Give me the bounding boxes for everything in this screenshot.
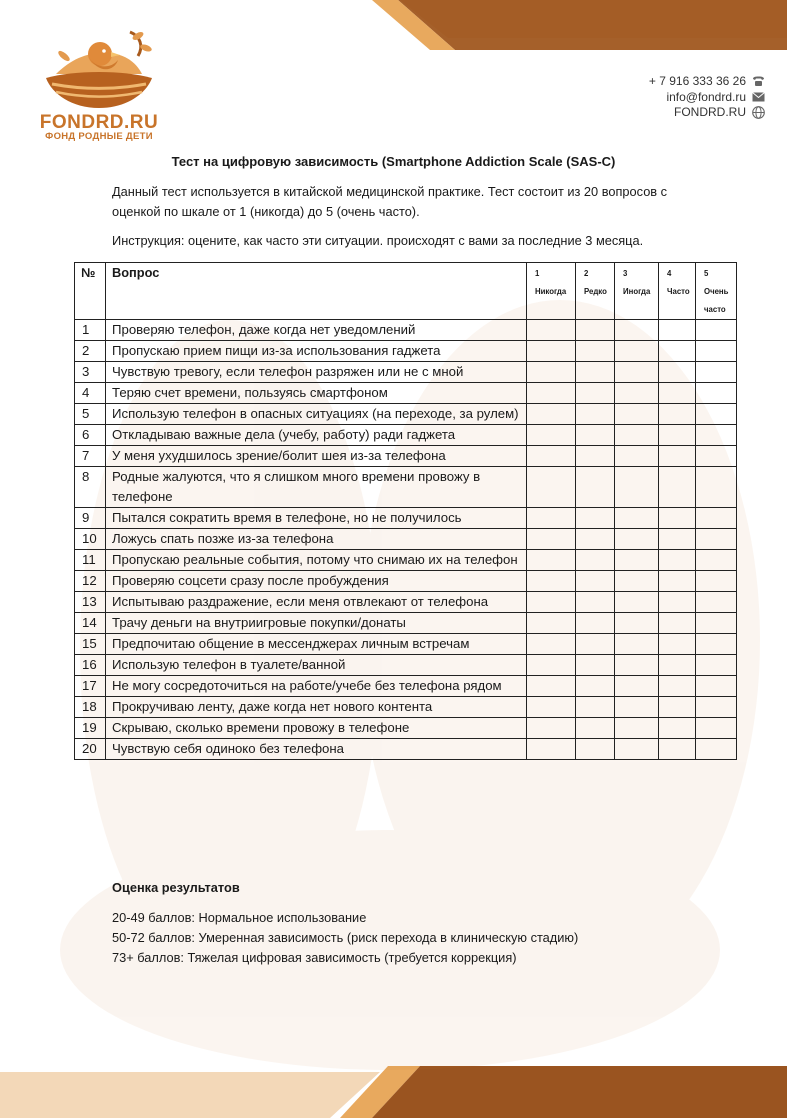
answer-cell-5[interactable] — [696, 634, 737, 655]
answer-cell-4[interactable] — [659, 425, 696, 446]
answer-cell-2[interactable] — [576, 697, 615, 718]
top-band-stripe — [372, 0, 455, 50]
answer-cell-1[interactable] — [527, 550, 576, 571]
answer-cell-4[interactable] — [659, 467, 696, 508]
answer-cell-1[interactable] — [527, 676, 576, 697]
answer-cell-2[interactable] — [576, 446, 615, 467]
table-row — [75, 341, 737, 362]
top-band-dark — [398, 0, 787, 50]
row-number: 19 — [75, 718, 106, 739]
answer-cell-4[interactable] — [659, 362, 696, 383]
row-question: Трачу деньги на внутриигровые покупки/донаты — [106, 613, 527, 634]
bottom-band-stripe — [340, 1066, 420, 1118]
contact-site-text[interactable]: FONDRD.RU — [674, 105, 746, 119]
answer-cell-3[interactable] — [615, 634, 659, 655]
scale-value: 1 — [535, 269, 540, 278]
answer-cell-2[interactable] — [576, 425, 615, 446]
brand-tagline: ФОНД РОДНЫЕ ДЕТИ — [45, 131, 153, 142]
row-question: Откладываю важные дела (учебу, работу) ради гаджета — [106, 425, 527, 446]
answer-cell-2[interactable] — [576, 718, 615, 739]
answer-cell-1[interactable] — [527, 320, 576, 341]
answer-cell-3[interactable] — [615, 341, 659, 362]
answer-cell-3[interactable] — [615, 676, 659, 697]
scale-value: 3 — [623, 269, 628, 278]
answer-cell-3[interactable] — [615, 571, 659, 592]
table-row — [75, 404, 737, 425]
answer-cell-2[interactable] — [576, 739, 615, 760]
answer-cell-3[interactable] — [615, 362, 659, 383]
scale-label: Иногда — [623, 287, 651, 296]
scale-label: Никогда — [535, 287, 567, 296]
answer-cell-3[interactable] — [615, 383, 659, 404]
row-number: 8 — [75, 467, 106, 508]
answer-cell-2[interactable] — [576, 676, 615, 697]
table-row — [75, 676, 737, 697]
answer-cell-2[interactable] — [576, 655, 615, 676]
table-row — [75, 634, 737, 655]
contacts-block — [649, 74, 765, 121]
answer-cell-4[interactable] — [659, 676, 696, 697]
scale-value: 2 — [584, 269, 589, 278]
answer-cell-4[interactable] — [659, 320, 696, 341]
table-row — [75, 739, 737, 760]
answer-cell-4[interactable] — [659, 697, 696, 718]
table-header-row — [75, 263, 737, 320]
table-row — [75, 508, 737, 529]
row-question: Использую телефон в туалете/ванной — [106, 655, 527, 676]
table-row — [75, 529, 737, 550]
scale-label: Очень часто — [704, 287, 729, 314]
row-number: 2 — [75, 341, 106, 362]
answer-cell-3[interactable] — [615, 404, 659, 425]
answer-cell-5[interactable] — [696, 341, 737, 362]
row-question: Чувствую себя одиноко без телефона — [106, 739, 527, 760]
answer-cell-5[interactable] — [696, 571, 737, 592]
answer-cell-1[interactable] — [527, 739, 576, 760]
answer-cell-1[interactable] — [527, 529, 576, 550]
row-number: 10 — [75, 529, 106, 550]
bottom-band-dark — [372, 1066, 787, 1118]
row-number: 9 — [75, 508, 106, 529]
row-number: 18 — [75, 697, 106, 718]
row-question: Пропускаю прием пищи из-за использования гаджета — [106, 341, 527, 362]
table-row — [75, 446, 737, 467]
row-number: 11 — [75, 550, 106, 571]
contact-email-text[interactable]: info@fondrd.ru — [666, 89, 746, 104]
answer-cell-5[interactable] — [696, 697, 737, 718]
row-question: Ложусь спать позже из-за телефона — [106, 529, 527, 550]
row-number: 16 — [75, 655, 106, 676]
answer-cell-4[interactable] — [659, 529, 696, 550]
header-number: № — [75, 263, 106, 320]
mail-icon — [752, 92, 765, 102]
answer-cell-2[interactable] — [576, 404, 615, 425]
bird-nest-icon — [34, 26, 164, 112]
table-row — [75, 362, 737, 383]
answer-cell-1[interactable] — [527, 571, 576, 592]
header-question: Вопрос — [106, 263, 527, 320]
answer-cell-2[interactable] — [576, 508, 615, 529]
contact-phone — [649, 74, 765, 90]
row-question: Пропускаю реальные события, потому что снимаю их на телефон — [106, 550, 527, 571]
answer-cell-2[interactable] — [576, 362, 615, 383]
row-number: 6 — [75, 425, 106, 446]
scale-label: Часто — [667, 287, 690, 296]
scale-value: 5 — [704, 269, 709, 278]
survey-table — [74, 262, 737, 760]
answer-cell-1[interactable] — [527, 341, 576, 362]
table-row — [75, 467, 737, 508]
answer-cell-1[interactable] — [527, 508, 576, 529]
answer-cell-5[interactable] — [696, 550, 737, 571]
row-number: 7 — [75, 446, 106, 467]
survey-rows — [75, 320, 737, 760]
contact-email — [649, 90, 765, 106]
answer-cell-3[interactable] — [615, 508, 659, 529]
answer-cell-5[interactable] — [696, 467, 737, 508]
row-question: Родные жалуются, что я слишком много времени провожу в телефоне — [106, 467, 527, 508]
table-row — [75, 571, 737, 592]
answer-cell-4[interactable] — [659, 550, 696, 571]
answer-cell-4[interactable] — [659, 655, 696, 676]
contact-site — [649, 105, 765, 121]
brand-logo — [34, 26, 164, 144]
answer-cell-5[interactable] — [696, 404, 737, 425]
header-scale-2 — [576, 263, 615, 320]
scale-value: 4 — [667, 269, 672, 278]
row-question: Теряю счет времени, пользуясь смартфоном — [106, 383, 527, 404]
row-question: У меня ухудшилось зрение/болит шея из-за телефона — [106, 446, 527, 467]
answer-cell-1[interactable] — [527, 718, 576, 739]
row-number: 3 — [75, 362, 106, 383]
answer-cell-4[interactable] — [659, 508, 696, 529]
answer-cell-3[interactable] — [615, 550, 659, 571]
answer-cell-3[interactable] — [615, 320, 659, 341]
table-row — [75, 592, 737, 613]
row-number: 17 — [75, 676, 106, 697]
table-row — [75, 613, 737, 634]
answer-cell-1[interactable] — [527, 404, 576, 425]
answer-cell-2[interactable] — [576, 341, 615, 362]
globe-icon — [752, 106, 765, 119]
answer-cell-3[interactable] — [615, 425, 659, 446]
answer-cell-5[interactable] — [696, 425, 737, 446]
answer-cell-3[interactable] — [615, 529, 659, 550]
header-scale-1 — [527, 263, 576, 320]
answer-cell-5[interactable] — [696, 446, 737, 467]
row-number: 1 — [75, 320, 106, 341]
row-question: Скрываю, сколько времени провожу в телефоне — [106, 718, 527, 739]
answer-cell-4[interactable] — [659, 383, 696, 404]
table-row — [75, 425, 737, 446]
answer-cell-3[interactable] — [615, 655, 659, 676]
answer-cell-4[interactable] — [659, 404, 696, 425]
table-row — [75, 718, 737, 739]
table-row — [75, 550, 737, 571]
row-question: Не могу сосредоточиться на работе/учебе без телефона рядом — [106, 676, 527, 697]
answer-cell-5[interactable] — [696, 592, 737, 613]
row-number: 5 — [75, 404, 106, 425]
row-question: Предпочитаю общение в мессенджерах личным встречам — [106, 634, 527, 655]
answer-cell-4[interactable] — [659, 739, 696, 760]
answer-cell-5[interactable] — [696, 739, 737, 760]
answer-cell-5[interactable] — [696, 383, 737, 404]
header-scale-3 — [615, 263, 659, 320]
answer-cell-1[interactable] — [527, 425, 576, 446]
answer-cell-4[interactable] — [659, 718, 696, 739]
table-row — [75, 320, 737, 341]
answer-cell-2[interactable] — [576, 592, 615, 613]
row-number: 15 — [75, 634, 106, 655]
answer-cell-5[interactable] — [696, 613, 737, 634]
row-question: Проверяю соцсети сразу после пробуждения — [106, 571, 527, 592]
answer-cell-4[interactable] — [659, 341, 696, 362]
row-number: 12 — [75, 571, 106, 592]
answer-cell-3[interactable] — [615, 718, 659, 739]
row-question: Использую телефон в опасных ситуациях (на переходе, за рулем) — [106, 404, 527, 425]
answer-cell-2[interactable] — [576, 634, 615, 655]
table-row — [75, 383, 737, 404]
answer-cell-1[interactable] — [527, 655, 576, 676]
bottom-band-light — [0, 1072, 380, 1118]
answer-cell-1[interactable] — [527, 697, 576, 718]
answer-cell-4[interactable] — [659, 592, 696, 613]
row-question: Пытался сократить время в телефоне, но не получилось — [106, 508, 527, 529]
answer-cell-3[interactable] — [615, 697, 659, 718]
answer-cell-2[interactable] — [576, 529, 615, 550]
answer-cell-4[interactable] — [659, 446, 696, 467]
answer-cell-4[interactable] — [659, 634, 696, 655]
answer-cell-2[interactable] — [576, 467, 615, 508]
result-item: 73+ баллов: Тяжелая цифровая зависимость (требуется коррекция) — [112, 950, 517, 965]
row-question: Прокручиваю ленту, даже когда нет нового контента — [106, 697, 527, 718]
header-scale-5 — [696, 263, 737, 320]
brand-name: FONDRD.RU — [39, 112, 159, 133]
answer-cell-2[interactable] — [576, 320, 615, 341]
page-title: Тест на цифровую зависимость (Smartphone Addiction Scale (SAS-C) — [171, 154, 616, 169]
answer-cell-2[interactable] — [576, 613, 615, 634]
answer-cell-4[interactable] — [659, 613, 696, 634]
answer-cell-5[interactable] — [696, 655, 737, 676]
row-number: 20 — [75, 739, 106, 760]
answer-cell-1[interactable] — [527, 362, 576, 383]
answer-cell-5[interactable] — [696, 320, 737, 341]
answer-cell-3[interactable] — [615, 613, 659, 634]
results-title: Оценка результатов — [112, 880, 240, 895]
answer-cell-3[interactable] — [615, 592, 659, 613]
answer-cell-5[interactable] — [696, 529, 737, 550]
answer-cell-2[interactable] — [576, 383, 615, 404]
answer-cell-1[interactable] — [527, 613, 576, 634]
results-list — [112, 908, 578, 968]
header-scale-4 — [659, 263, 696, 320]
answer-cell-5[interactable] — [696, 718, 737, 739]
answer-cell-3[interactable] — [615, 467, 659, 508]
scale-label: Редко — [584, 287, 607, 296]
phone-icon — [752, 76, 765, 87]
instruction-text: Инструкция: оцените, как часто эти ситуации. происходят с вами за последние 3 месяца. — [112, 233, 644, 248]
answer-cell-2[interactable] — [576, 550, 615, 571]
result-item: 50-72 баллов: Умеренная зависимость (риск перехода в клиническую стадию) — [112, 930, 579, 945]
row-question: Чувствую тревогу, если телефон разряжен или не с мной — [106, 362, 527, 383]
answer-cell-2[interactable] — [576, 571, 615, 592]
answer-cell-1[interactable] — [527, 383, 576, 404]
answer-cell-5[interactable] — [696, 676, 737, 697]
answer-cell-5[interactable] — [696, 362, 737, 383]
answer-cell-1[interactable] — [527, 592, 576, 613]
row-question: Проверяю телефон, даже когда нет уведомлений — [106, 320, 527, 341]
answer-cell-1[interactable] — [527, 634, 576, 655]
answer-cell-1[interactable] — [527, 446, 576, 467]
result-item: 20-49 баллов: Нормальное использование — [112, 910, 367, 925]
row-number: 14 — [75, 613, 106, 634]
answer-cell-3[interactable] — [615, 739, 659, 760]
answer-cell-3[interactable] — [615, 446, 659, 467]
table-row — [75, 697, 737, 718]
row-question: Испытываю раздражение, если меня отвлекают от телефона — [106, 592, 527, 613]
answer-cell-4[interactable] — [659, 571, 696, 592]
top-band-light — [400, 0, 787, 38]
row-number: 4 — [75, 383, 106, 404]
contact-phone-text[interactable]: + 7 916 333 36 26 — [648, 74, 746, 88]
answer-cell-5[interactable] — [696, 508, 737, 529]
row-number: 13 — [75, 592, 106, 613]
intro-text: Данный тест используется в китайской медицинской практике. Тест состоит из 20 вопросов с оценкой по шкале от 1 (никогда) до 5 (очень часто). — [112, 184, 668, 219]
answer-cell-1[interactable] — [527, 467, 576, 508]
table-row — [75, 655, 737, 676]
